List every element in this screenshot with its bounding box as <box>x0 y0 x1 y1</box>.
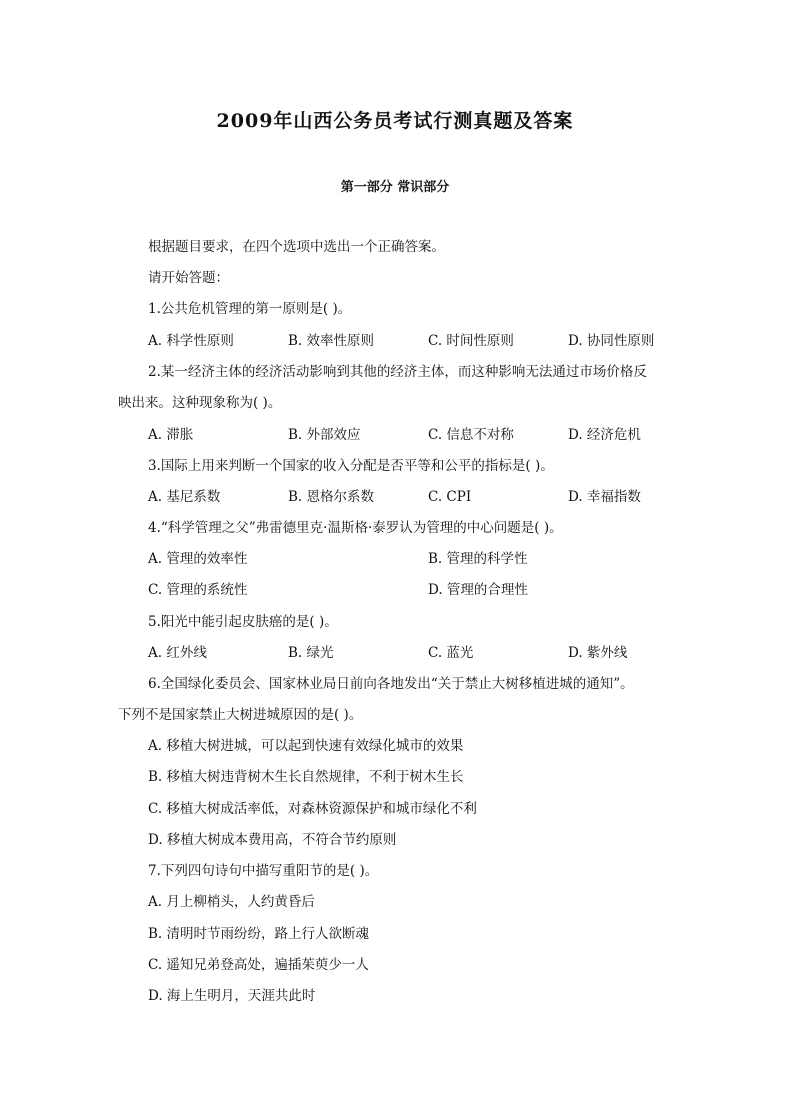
question-6-option-a: A. 移植大树进城，可以起到快速有效绿化城市的效果 <box>148 738 464 754</box>
question-1-option-d: D. 协同性原则 <box>568 333 655 349</box>
question-1-stem: 1.公共危机管理的第一原则是( )。 <box>148 301 352 317</box>
question-2-option-a: A. 滞胀 <box>148 427 194 443</box>
question-3-stem: 3.国际上用来判断一个国家的收入分配是否平等和公平的指标是( )。 <box>148 458 554 474</box>
instructions: 根据题目要求，在四个选项中选出一个正确答案。 <box>148 239 445 255</box>
question-7-stem: 7.下列四句诗句中描写重阳节的是( )。 <box>148 863 379 879</box>
question-3-option-c: C. CPI <box>428 489 472 505</box>
question-6-option-c: C. 移植大树成活率低，对森林资源保护和城市绿化不利 <box>148 801 477 817</box>
question-7-option-c: C. 遥知兄弟登高处，遍插茱萸少一人 <box>148 957 369 973</box>
question-7-option-b: B. 清明时节雨纷纷，路上行人欲断魂 <box>148 926 370 942</box>
question-6-option-b: B. 移植大树违背树木生长自然规律，不利于树木生长 <box>148 769 464 785</box>
question-4-stem: 4.“科学管理之父”弗雷德里克·温斯格·泰罗认为管理的中心问题是( )。 <box>148 520 563 536</box>
question-4-option-b: B. 管理的科学性 <box>428 551 528 567</box>
question-5-stem: 5.阳光中能引起皮肤癌的是( )。 <box>148 614 338 630</box>
question-5-option-a: A. 红外线 <box>148 645 207 661</box>
question-5-option-d: D. 紫外线 <box>568 645 628 661</box>
question-3-option-b: B. 恩格尔系数 <box>288 489 375 505</box>
question-2-stem: 2.某一经济主体的经济活动影响到其他的经济主体，而这种影响无法通过市场价格反 <box>148 364 647 380</box>
question-1-option-a: A. 科学性原则 <box>148 333 234 349</box>
question-4-option-d: D. 管理的合理性 <box>428 582 528 598</box>
question-1-option-c: C. 时间性原则 <box>428 333 514 349</box>
question-6-stem: 6.全国绿化委员会、国家林业局日前向各地发出“关于禁止大树移植进城的通知”。 <box>148 676 634 692</box>
question-1-option-b: B. 效率性原则 <box>288 333 375 349</box>
section-heading: 第一部分 常识部分 <box>340 180 450 195</box>
question-2-option-c: C. 信息不对称 <box>428 427 514 443</box>
document-title: 2009年山西公务员考试行测真题及答案 <box>216 110 574 132</box>
question-2-option-d: D. 经济危机 <box>568 427 641 443</box>
question-4-option-c: C. 管理的系统性 <box>148 582 248 598</box>
question-6-stem-continued: 下列不是国家禁止大树进城原因的是( )。 <box>118 707 363 723</box>
question-5-option-c: C. 蓝光 <box>428 645 474 661</box>
question-4-option-a: A. 管理的效率性 <box>148 551 248 567</box>
question-6-option-d: D. 移植大树成本费用高，不符合节约原则 <box>148 832 397 848</box>
question-2-stem-continued: 映出来。这种现象称为( )。 <box>118 395 282 411</box>
question-7-option-d: D. 海上生明月，天涯共此时 <box>148 988 316 1004</box>
question-2-option-b: B. 外部效应 <box>288 427 361 443</box>
question-3-option-d: D. 幸福指数 <box>568 489 641 505</box>
question-5-option-b: B. 绿光 <box>288 645 334 661</box>
question-7-option-a: A. 月上柳梢头，人约黄昏后 <box>148 894 315 910</box>
question-3-option-a: A. 基尼系数 <box>148 489 221 505</box>
start-prompt: 请开始答题： <box>148 270 229 286</box>
